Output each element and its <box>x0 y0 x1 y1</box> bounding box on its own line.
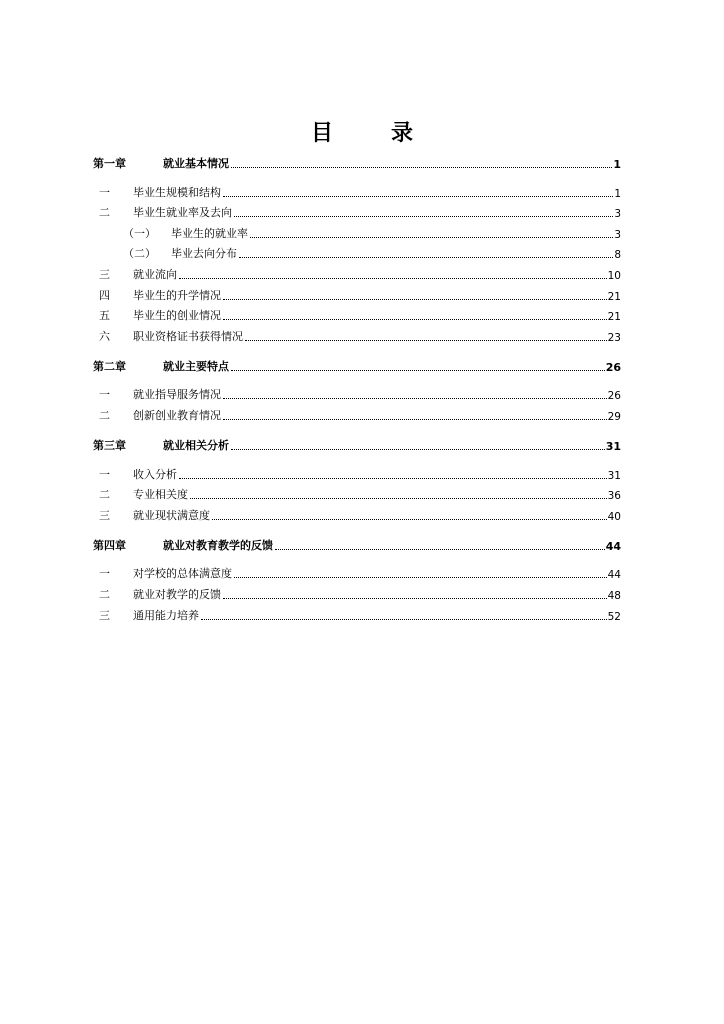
toc-entry-number: 四 <box>99 288 110 302</box>
toc-dot-leader <box>231 448 605 450</box>
toc-dot-leader <box>239 256 613 258</box>
toc-entry-number: 二 <box>99 206 110 220</box>
toc-entry[interactable] <box>93 150 621 171</box>
toc-entry[interactable] <box>93 461 621 482</box>
toc-dot-leader <box>223 397 607 399</box>
toc-dot-leader <box>223 195 613 197</box>
toc-entry[interactable] <box>93 353 621 374</box>
toc-dot-leader <box>223 298 607 300</box>
toc-entry[interactable] <box>93 402 621 423</box>
toc-entry-page: 10 <box>607 269 621 282</box>
toc-entry-label: 专业相关度 <box>133 488 188 502</box>
toc-entry-page: 26 <box>607 390 621 403</box>
toc-entry-label: 就业指导服务情况 <box>133 388 221 402</box>
toc-entry[interactable] <box>93 303 621 324</box>
toc-dot-leader <box>223 597 607 599</box>
toc-entry[interactable] <box>93 502 621 523</box>
toc-dot-leader <box>250 236 613 238</box>
toc-entry-number: 第四章 <box>93 538 126 552</box>
toc-entry-number: 第一章 <box>93 157 126 170</box>
toc-entry-label: 职业资格证书获得情况 <box>133 329 243 343</box>
toc-entry-page: 23 <box>607 331 621 344</box>
page-title: 目 录 <box>310 120 431 146</box>
toc-entry[interactable] <box>93 432 621 453</box>
toc-entry-label: 毕业生的升学情况 <box>133 288 221 302</box>
toc-dot-leader <box>179 277 607 279</box>
toc-entry-number: 一 <box>99 185 110 199</box>
toc-entry[interactable] <box>93 323 621 344</box>
toc-entry-number: 三 <box>99 608 110 622</box>
toc-entry-page: 44 <box>605 539 621 553</box>
toc-entry-page: 8 <box>614 249 621 262</box>
toc-entry-number: 二 <box>99 488 110 502</box>
toc-entry-number: 二 <box>99 587 110 601</box>
toc-entry-number: 一 <box>99 467 110 481</box>
toc-entry[interactable] <box>93 282 621 303</box>
toc-dot-leader <box>223 318 607 320</box>
toc-dot-leader <box>212 518 607 520</box>
toc-entry[interactable] <box>93 561 621 582</box>
toc-entry-page: 31 <box>607 469 621 482</box>
toc-entry-page: 3 <box>614 208 621 221</box>
toc-entry-number: 第二章 <box>93 359 126 373</box>
toc-entry-label: 就业流向 <box>133 267 177 281</box>
toc-entry-label: 毕业生规模和结构 <box>133 185 221 199</box>
toc-entry-label: 毕业生的创业情况 <box>133 309 221 323</box>
toc-entry-page: 3 <box>614 228 621 241</box>
toc-entry-number: 一 <box>99 567 110 581</box>
toc-entry[interactable] <box>93 532 621 553</box>
toc-entry-page: 21 <box>607 311 621 324</box>
toc-entry-label: 创新创业教育情况 <box>133 408 221 422</box>
toc-dot-leader <box>190 497 607 499</box>
toc-entry-page: 1 <box>613 158 621 171</box>
table-of-contents <box>93 150 621 623</box>
toc-entry-label: 收入分析 <box>133 467 177 481</box>
toc-dot-leader <box>223 418 607 420</box>
toc-entry-number: 五 <box>99 309 110 323</box>
toc-entry-label: 就业对教学的反馈 <box>133 587 221 601</box>
toc-entry-label: 就业对教育教学的反馈 <box>163 538 273 552</box>
toc-entry-number: （二） <box>123 247 156 261</box>
toc-entry-label: 就业基本情况 <box>163 157 229 170</box>
toc-entry-number: 第三章 <box>93 438 126 452</box>
toc-entry-page: 48 <box>607 589 621 602</box>
toc-dot-leader <box>234 576 607 578</box>
toc-entry[interactable] <box>93 581 621 602</box>
toc-entry[interactable] <box>93 241 621 262</box>
toc-entry-page: 36 <box>607 490 621 503</box>
toc-dot-leader <box>231 166 612 168</box>
toc-dot-leader <box>245 339 607 341</box>
toc-entry-label: 对学校的总体满意度 <box>133 567 232 581</box>
toc-entry-number: （一） <box>123 226 156 240</box>
toc-entry-page: 29 <box>607 410 621 423</box>
toc-entry[interactable] <box>93 200 621 221</box>
toc-entry-number: 三 <box>99 267 110 281</box>
toc-entry[interactable] <box>93 482 621 503</box>
toc-entry-number: 六 <box>99 329 110 343</box>
toc-entry[interactable] <box>93 179 621 200</box>
toc-entry[interactable] <box>93 220 621 241</box>
toc-dot-leader <box>275 548 605 550</box>
toc-entry-label: 通用能力培养 <box>133 608 199 622</box>
toc-entry-page: 26 <box>605 360 621 374</box>
toc-entry-page: 1 <box>614 187 621 200</box>
toc-entry-label: 就业相关分析 <box>163 438 229 452</box>
toc-entry-label: 毕业生的就业率 <box>171 226 248 240</box>
toc-dot-leader <box>231 369 605 371</box>
toc-entry-page: 40 <box>607 510 621 523</box>
toc-entry-label: 就业主要特点 <box>163 359 229 373</box>
toc-entry-page: 52 <box>607 610 621 623</box>
toc-entry-page: 21 <box>607 290 621 303</box>
toc-entry[interactable] <box>93 602 621 623</box>
toc-entry-number: 一 <box>99 388 110 402</box>
toc-entry[interactable] <box>93 382 621 403</box>
toc-dot-leader <box>179 477 607 479</box>
toc-entry-label: 毕业生就业率及去向 <box>133 206 232 220</box>
toc-entry-label: 就业现状满意度 <box>133 508 210 522</box>
toc-entry-label: 毕业去向分布 <box>171 247 237 261</box>
toc-entry-page: 44 <box>607 569 621 582</box>
toc-entry[interactable] <box>93 261 621 282</box>
toc-entry-page: 31 <box>605 439 621 453</box>
toc-dot-leader <box>201 618 607 620</box>
toc-entry-number: 二 <box>99 408 110 422</box>
toc-entry-number: 三 <box>99 508 110 522</box>
toc-dot-leader <box>234 215 613 217</box>
